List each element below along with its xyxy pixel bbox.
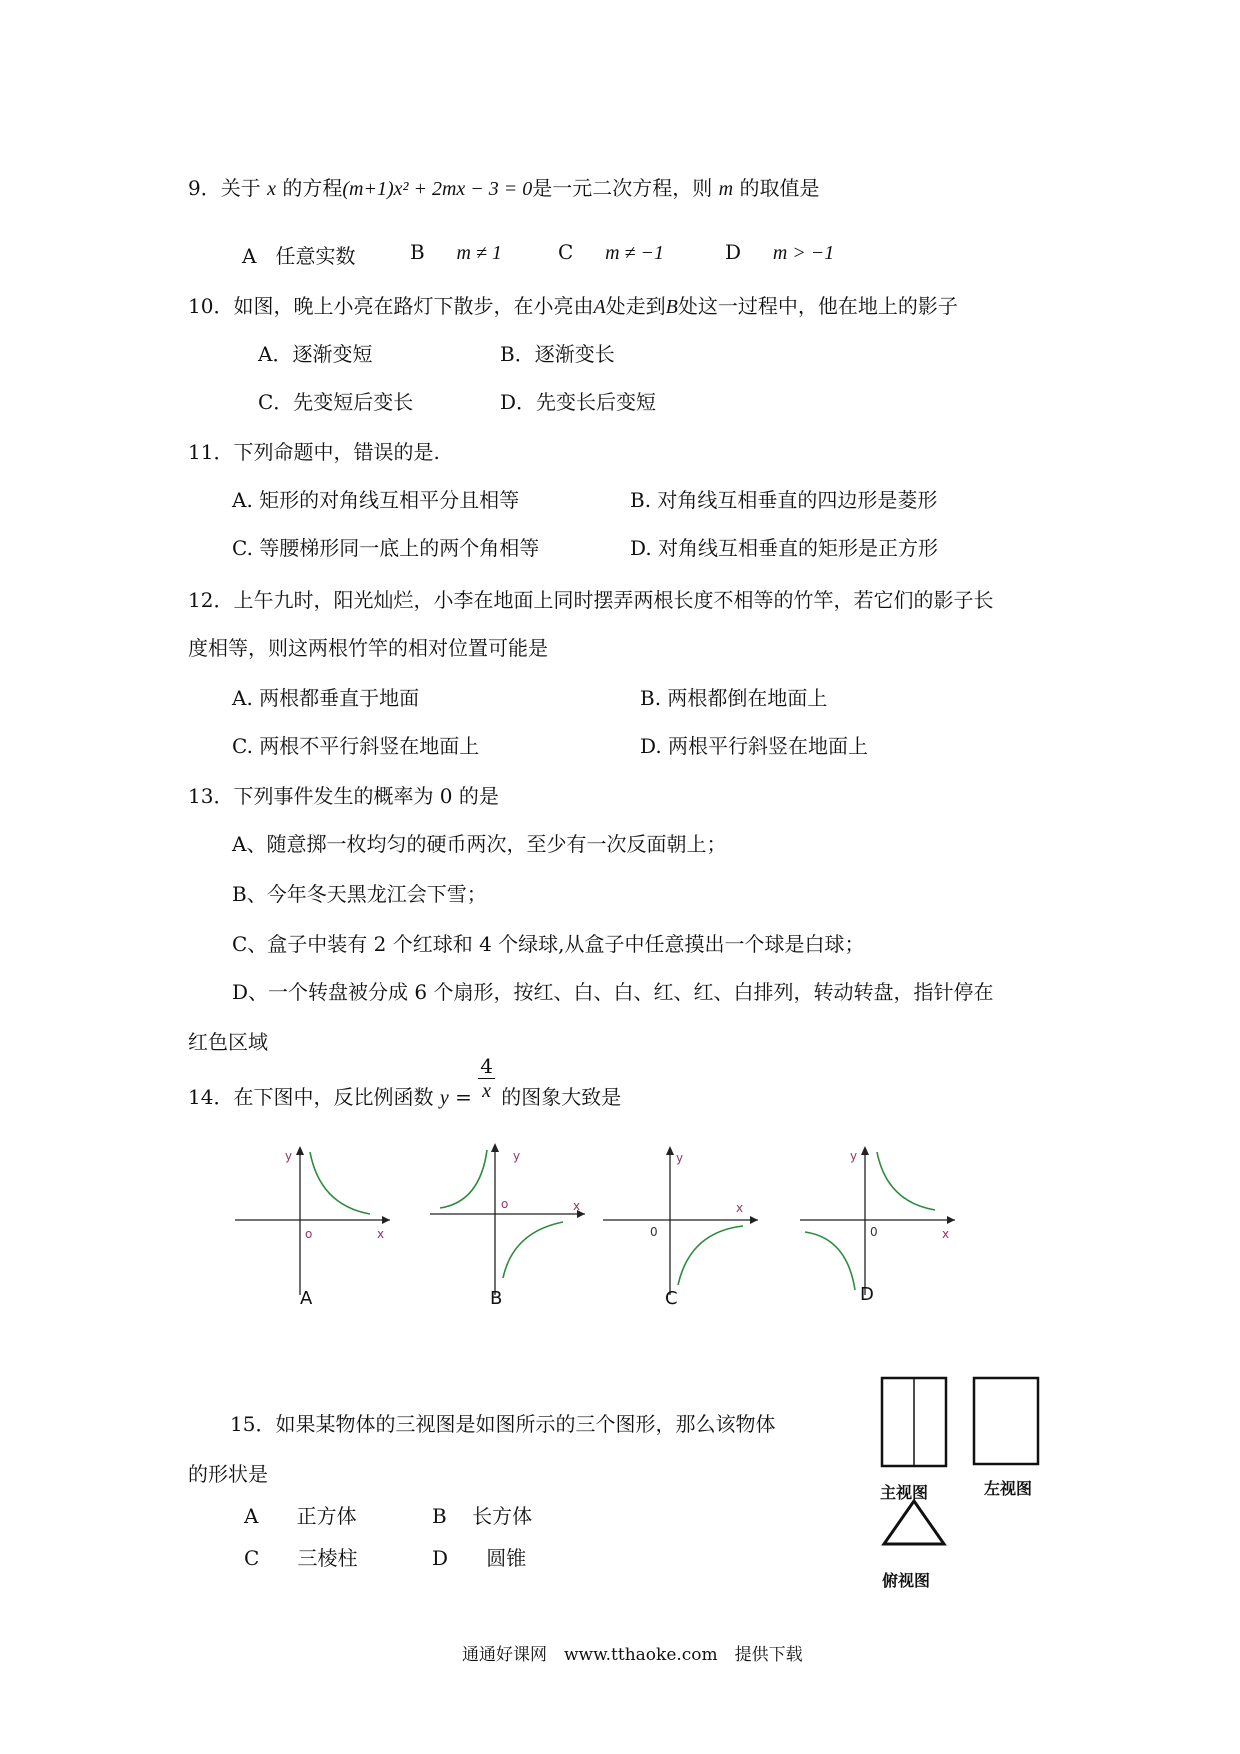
q14-eq: = [455, 1085, 472, 1109]
q10-point-a: A [593, 296, 606, 318]
x-label: x [573, 1199, 581, 1213]
q12-option-d[interactable]: D. 两根平行斜竖在地面上 [640, 734, 869, 758]
y-axis-arrow [861, 1146, 869, 1155]
q13-option-d-continued: 红色区域 [188, 1030, 268, 1054]
q14-graph-b-letter: B [490, 1288, 503, 1309]
q9-prefix: 关于 [220, 176, 261, 200]
origin-label: o [305, 1227, 313, 1241]
origin-label: o [501, 1197, 509, 1211]
top-view-triangle [884, 1501, 944, 1544]
q13-option-c[interactable]: C、盒子中装有 2 个红球和 4 个绿球,从盒子中任意摸出一个球是白球； [232, 932, 865, 956]
x-label: x [377, 1227, 385, 1241]
q14-numerator: 4 [480, 1054, 493, 1078]
q9-option-letter: B [410, 240, 425, 264]
origin-label: 0 [650, 1225, 658, 1239]
q9-var-x: x [267, 178, 276, 200]
q15-option-letter: C [244, 1546, 260, 1570]
q9-option-text: m > −1 [772, 242, 835, 264]
q13-option-a[interactable]: A、随意掷一枚均匀的硬币两次，至少有一次反面朝上； [232, 832, 727, 856]
q15-top-view-label: 俯视图 [882, 1571, 931, 1590]
hyperbola-branch [678, 1226, 743, 1285]
q14-graph-d-letter: D [860, 1284, 874, 1305]
x-axis-arrow [382, 1216, 390, 1224]
footer-text: 通通好课网 www.tthaoke.com 提供下载 [462, 1645, 803, 1665]
q13-stem: 13．下列事件发生的概率为 0 的是 [188, 784, 499, 808]
q15-option-d[interactable] [432, 1542, 526, 1571]
q9-option-text: m ≠ 1 [456, 242, 502, 264]
q10-option-c[interactable]: C．先变短后变长 [258, 390, 414, 414]
hyperbola-branch-upper [877, 1152, 935, 1210]
q14-text-a: 14．在下图中，反比例函数 [188, 1085, 434, 1109]
hyperbola-branch [310, 1152, 370, 1214]
y-label: y [285, 1149, 293, 1163]
q12-stem-line2: 度相等，则这两根竹竿的相对位置可能是 [188, 636, 548, 660]
q12-option-b[interactable]: B. 两根都倒在地面上 [640, 686, 828, 710]
q15-left-view-label: 左视图 [984, 1479, 1033, 1498]
q15-option-text: 三棱柱 [297, 1546, 358, 1570]
y-axis-arrow [666, 1146, 674, 1155]
q9-suffix: 的取值是 [739, 176, 820, 200]
q14-graph-a[interactable] [230, 1140, 400, 1300]
q9-equation: (m+1)x² + 2mx − 3 = 0 [342, 178, 533, 200]
q9-option-letter: D [725, 240, 742, 264]
q10-stem [188, 290, 958, 319]
q9-after-eq: 是一元二次方程，则 [532, 176, 713, 200]
q14-graph-c-letter: C [665, 1288, 678, 1309]
q13-option-b[interactable]: B、今年冬天黑龙江会下雪； [232, 882, 487, 906]
q14-graph-c[interactable] [598, 1140, 768, 1300]
q13-option-d[interactable]: D、一个转盘被分成 6 个扇形，按红、白、白、红、红、白排列，转动转盘，指针停在 [232, 980, 994, 1004]
q11-option-a[interactable]: A. 矩形的对角线互相平分且相等 [232, 488, 520, 512]
q9-stem [188, 172, 819, 201]
q9-option-a[interactable] [242, 240, 356, 269]
q10-option-b[interactable]: B．逐渐变长 [500, 342, 615, 366]
q15-stem-line2: 的形状是 [188, 1462, 268, 1486]
q10-point-b: B [665, 296, 678, 318]
q15-option-letter: A [244, 1504, 259, 1528]
q15-option-letter: B [432, 1504, 447, 1528]
q9-number: 9． [188, 176, 221, 200]
q15-option-text: 长方体 [472, 1504, 533, 1528]
q9-var-m: m [718, 178, 734, 200]
hyperbola-branch-upper [440, 1150, 487, 1208]
q10-option-a[interactable]: A．逐渐变短 [258, 342, 373, 366]
q12-option-c[interactable]: C. 两根不平行斜竖在地面上 [232, 734, 480, 758]
q9-mid: 的方程 [282, 176, 343, 200]
x-label: x [736, 1201, 744, 1215]
y-label: y [850, 1149, 858, 1163]
y-axis-arrow [296, 1146, 304, 1155]
hyperbola-branch-lower [503, 1222, 563, 1278]
y-label: y [676, 1151, 684, 1165]
q14-graph-b[interactable] [425, 1140, 595, 1300]
q15-stem-line1: 15．如果某物体的三视图是如图所示的三个图形，那么该物体 [230, 1412, 776, 1436]
q15-option-c[interactable] [244, 1542, 357, 1571]
origin-label: 0 [870, 1225, 878, 1239]
q10-text-a: 10．如图，晚上小亮在路灯下散步，在小亮由 [188, 294, 594, 318]
q14-text-b: 的图象大致是 [501, 1085, 622, 1109]
q14-fraction [478, 1054, 495, 1103]
q9-option-c[interactable] [558, 240, 664, 265]
q11-option-b[interactable]: B. 对角线互相垂直的四边形是菱形 [630, 488, 938, 512]
q12-option-a[interactable]: A. 两根都垂直于地面 [232, 686, 420, 710]
q15-option-text: 正方体 [296, 1504, 357, 1528]
x-label: x [942, 1227, 950, 1241]
q15-option-text: 圆锥 [486, 1546, 527, 1570]
q15-front-view-label: 主视图 [880, 1483, 929, 1502]
q15-option-a[interactable] [244, 1500, 357, 1529]
q9-option-text: 任意实数 [275, 244, 356, 268]
q9-option-d[interactable] [725, 240, 834, 265]
q9-option-text: m ≠ −1 [605, 242, 665, 264]
q14-stem [188, 1054, 622, 1122]
x-axis-arrow [750, 1216, 758, 1224]
q10-option-d[interactable]: D．先变长后变短 [500, 390, 657, 414]
q11-option-d[interactable]: D. 对角线互相垂直的矩形是正方形 [630, 536, 939, 560]
q14-graph-d[interactable] [795, 1140, 965, 1300]
q9-option-letter: C [558, 240, 574, 264]
left-view-rect [974, 1378, 1038, 1464]
q14-graph-a-letter: A [300, 1288, 313, 1309]
y-axis-arrow [491, 1143, 499, 1152]
q10-text-c: 处这一过程中，他在地上的影子 [677, 294, 958, 318]
q14-denominator: x [482, 1080, 491, 1102]
q10-text-b: 处走到 [605, 294, 666, 318]
q9-option-letter: A [242, 244, 257, 268]
q11-option-c[interactable]: C. 等腰梯形同一底上的两个角相等 [232, 536, 540, 560]
q12-stem-line1: 12．上午九时，阳光灿烂，小李在地面上同时摆弄两根长度不相等的竹竿，若它们的影子长 [188, 588, 994, 612]
y-label: y [513, 1149, 521, 1163]
q15-option-letter: D [432, 1546, 449, 1570]
q15-option-b[interactable] [432, 1500, 532, 1529]
hyperbola-branch-lower [805, 1232, 855, 1290]
x-axis-arrow [947, 1216, 955, 1224]
q11-stem: 11．下列命题中，错误的是. [188, 440, 440, 464]
q9-option-b[interactable] [410, 240, 502, 265]
q14-var-y: y [439, 1087, 449, 1109]
